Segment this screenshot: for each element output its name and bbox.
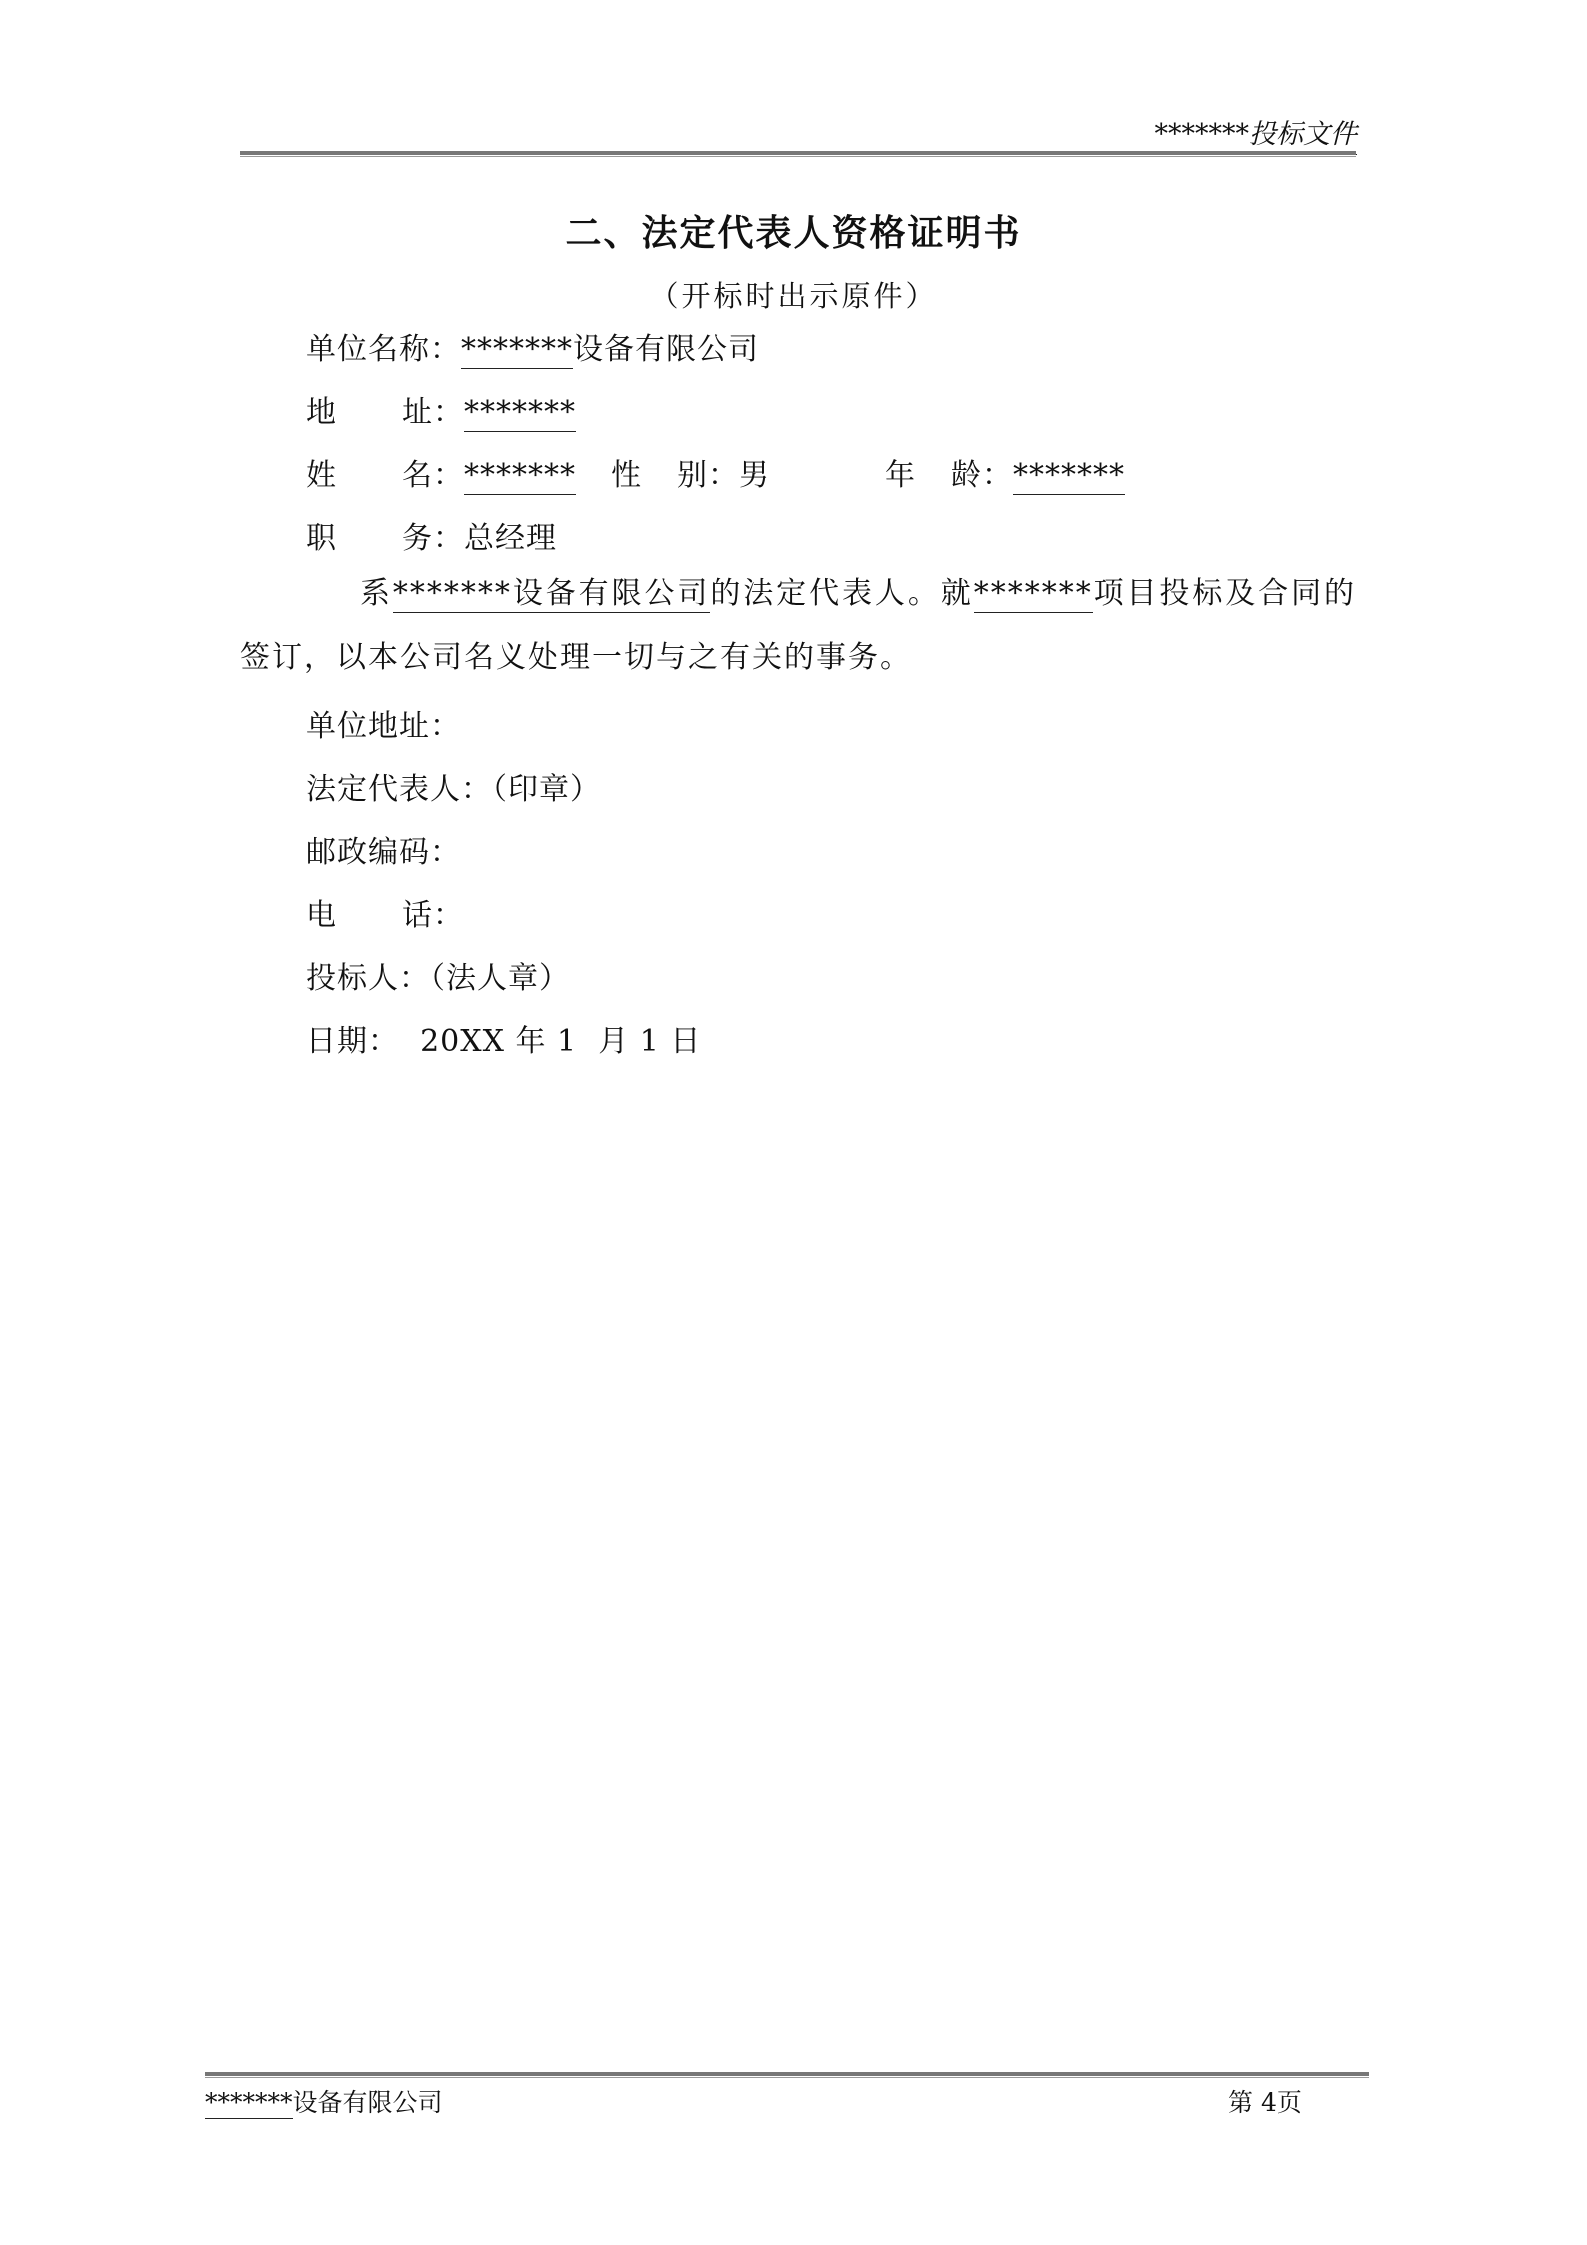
footer-company: [205, 2086, 443, 2120]
page-title: 二、法定代表人资格证明书: [565, 212, 1022, 254]
age-label-b: 龄：: [951, 458, 1013, 493]
statement-p2: 的法定代表人。就: [710, 576, 974, 611]
footer-rule: [205, 2072, 1369, 2076]
age-value: *******: [1013, 458, 1125, 493]
header-doc-type: 投标文件: [1249, 119, 1357, 150]
age-label-a: 年: [885, 458, 916, 493]
footer-company-mask: *******: [205, 2088, 293, 2117]
footer-rule-thin: [205, 2077, 1369, 2078]
unit-name-suffix: 设备有限公司: [573, 332, 759, 367]
unit-name-mask: *******: [461, 332, 573, 367]
field-name-gender-age: [306, 454, 1125, 498]
field-unit-name: [306, 328, 759, 372]
phone-label-b: 话：: [402, 898, 464, 933]
address-label-b: 址：: [402, 395, 464, 430]
signoff-legal-rep: 法定代表人：（印章）: [306, 772, 601, 807]
gender-label-b: 别：: [677, 458, 739, 493]
address-label-a: 地: [306, 395, 337, 430]
signoff-bidder: 投标人：（法人章）: [306, 961, 570, 996]
position-label-a: 职: [306, 521, 337, 556]
position-value: 总经理: [464, 521, 557, 556]
statement-company-suffix: 设备有限公司: [511, 576, 711, 611]
page-subtitle: （开标时出示原件）: [649, 279, 938, 313]
address-value: *******: [464, 395, 576, 430]
signoff-phone: [306, 894, 464, 938]
statement-paragraph: [240, 562, 1356, 690]
statement-company-mask: *******: [392, 576, 512, 611]
phone-label-a: 电: [306, 898, 337, 933]
statement-p1: 系: [360, 576, 393, 611]
unit-name-label: 单位名称：: [306, 332, 461, 367]
header-rule: [240, 151, 1356, 155]
gender-value: 男: [739, 458, 770, 493]
footer-page-number: 第 4页: [1228, 2088, 1302, 2117]
signoff-postcode: 邮政编码：: [306, 835, 461, 870]
statement-p3: 项目投标及合同的签订，以本公司名义处理一切与之有关的事务。: [240, 576, 1357, 675]
header-title: [1155, 118, 1358, 155]
name-label-b: 名：: [402, 458, 464, 493]
gender-label-a: 性: [611, 458, 642, 493]
field-address: [306, 391, 576, 435]
header-rule-thin: [240, 156, 1356, 157]
position-label-b: 务：: [402, 521, 464, 556]
signoff-date: 日期： 20XX 年 1 月 1 日: [306, 1024, 702, 1059]
statement-project-mask: *******: [973, 576, 1093, 611]
signoff-unit-address: 单位地址：: [306, 709, 461, 744]
name-label-a: 姓: [306, 458, 337, 493]
header-company-mask: *******: [1154, 119, 1249, 150]
footer-company-suffix: 设备有限公司: [292, 2088, 443, 2117]
field-position: [306, 517, 557, 561]
name-value: *******: [464, 458, 576, 493]
